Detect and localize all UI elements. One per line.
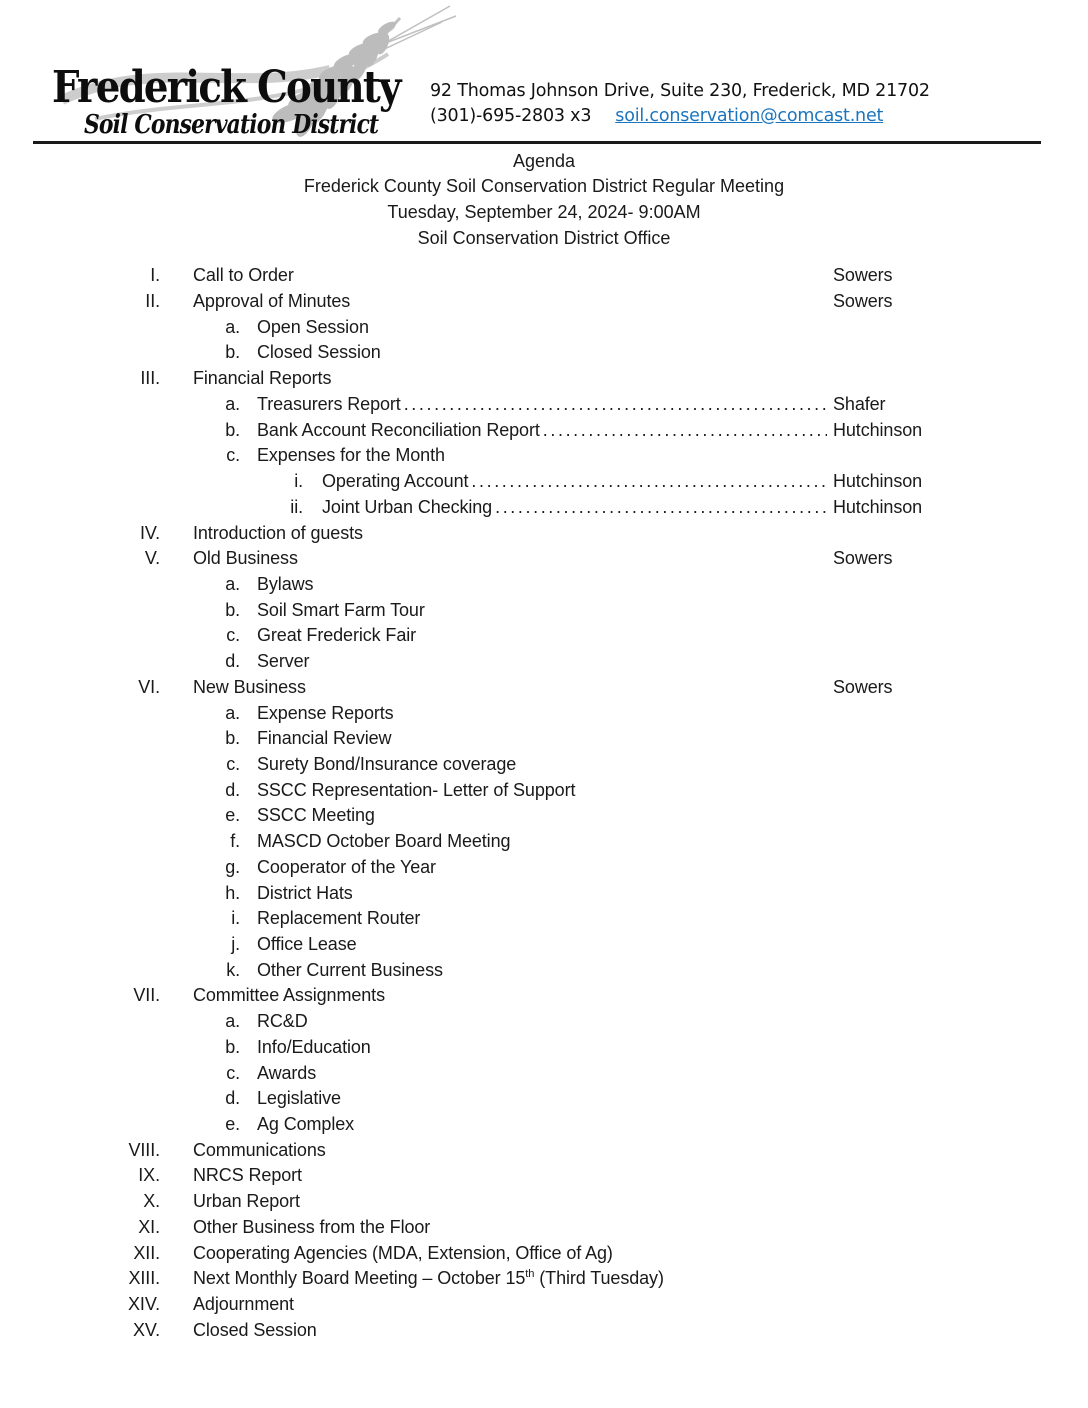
doc-title: Agenda [512, 150, 576, 171]
agenda-item-marker: j. [231, 934, 240, 954]
agenda-item-label: Introduction of guests [193, 522, 363, 543]
agenda-item [0, 983, 1041, 1009]
letterhead [0, 0, 1088, 141]
agenda-item-marker: IX. [138, 1165, 160, 1186]
agenda-item [0, 418, 1041, 444]
agenda-item-label: Expenses for the Month [257, 445, 445, 466]
agenda-item [0, 829, 1041, 855]
agenda-item-label: Cooperator of the Year [257, 856, 436, 877]
responsible-person: Shafer [833, 393, 886, 414]
agenda-item-marker: d. [225, 779, 240, 800]
agenda-item-marker: XII. [133, 1242, 160, 1263]
agenda-item-label: Cooperating Agencies (MDA, Extension, Office of Ag) [193, 1242, 613, 1263]
agenda-item-label: Treasurers Report [257, 393, 401, 414]
agenda-item-marker: XV. [132, 1319, 160, 1340]
agenda-item-label: RC&D [257, 1011, 308, 1032]
agenda-item-marker: c. [226, 445, 240, 466]
org-subtitle: Soil Conservation District [84, 110, 379, 140]
agenda-item-marker: b. [225, 599, 240, 620]
agenda-item-marker: c. [226, 625, 240, 646]
agenda-item [0, 855, 1041, 881]
agenda-item [0, 443, 1041, 469]
agenda-item [0, 495, 1041, 521]
agenda-item-label: Replacement Router [257, 908, 421, 929]
meeting-datetime: Tuesday, September 24, 2024- 9:00AM [387, 201, 701, 222]
agenda-item-label: Bank Account Reconciliation Report [257, 419, 540, 440]
agenda-item-marker: V. [144, 548, 160, 569]
meeting-name: Frederick County Soil Conservation District Regular Meeting [303, 176, 785, 197]
agenda-item-marker: a. [225, 316, 240, 337]
agenda-item-label: Server [257, 651, 310, 672]
agenda-item-label: SSCC Representation- Letter of Support [257, 779, 576, 800]
agenda-list [0, 263, 1088, 1343]
agenda-item-marker: c. [226, 753, 240, 774]
agenda-item-label: Operating Account [322, 471, 469, 492]
dot-leader [495, 495, 827, 521]
agenda-item-marker: IV. [139, 522, 160, 543]
agenda-item-marker: f. [230, 831, 240, 852]
responsible-person: Sowers [833, 291, 893, 312]
agenda-item [0, 906, 1041, 932]
agenda-item-marker: a. [225, 1011, 240, 1032]
agenda-item [0, 778, 1041, 804]
agenda-item-marker: a. [225, 393, 240, 414]
responsible-person: Sowers [833, 265, 893, 286]
agenda-item-marker: ii. [290, 496, 303, 517]
contact-phone: (301)-695-2803 x3 [430, 106, 592, 126]
agenda-item [0, 469, 1041, 495]
agenda-item-label: Great Frederick Fair [257, 625, 417, 646]
agenda-item-label: Open Session [257, 316, 369, 337]
agenda-item [0, 752, 1041, 778]
agenda-item-marker: b. [225, 1036, 240, 1057]
agenda-item-label: Closed Session [257, 342, 381, 363]
agenda-item-label: Closed Session [193, 1319, 317, 1340]
agenda-item-label: Communications [193, 1139, 326, 1160]
ordinal-suffix: th [525, 1268, 535, 1281]
agenda-item [0, 1035, 1041, 1061]
agenda-item [0, 1138, 1041, 1164]
agenda-item [0, 701, 1041, 727]
agenda-item [0, 1163, 1041, 1189]
agenda-item [0, 598, 1041, 624]
agenda-item-label: Other Current Business [257, 959, 443, 980]
agenda-item [0, 803, 1041, 829]
agenda-item-label: MASCD October Board Meeting [257, 831, 511, 852]
agenda-item-label: Adjournment [193, 1294, 294, 1315]
agenda-item [0, 572, 1041, 598]
org-name: Frederick County [52, 62, 400, 113]
agenda-item [0, 932, 1041, 958]
agenda-item-label: Financial Reports [193, 368, 332, 389]
agenda-item [0, 1086, 1041, 1112]
agenda-item [0, 1292, 1041, 1318]
agenda-item-label: Awards [257, 1062, 317, 1083]
agenda-item-label: Surety Bond/Insurance coverage [257, 753, 517, 774]
agenda-item-marker: VI. [138, 676, 160, 697]
agenda-item-label: Old Business [193, 548, 298, 569]
agenda-item-label: Info/Education [257, 1036, 371, 1057]
agenda-item-label: Office Lease [257, 934, 357, 954]
agenda-item [0, 1112, 1041, 1138]
agenda-item-label: Bylaws [257, 573, 314, 594]
agenda-item [0, 623, 1041, 649]
agenda-item-marker: I. [150, 265, 160, 286]
agenda-item-label: Soil Smart Farm Tour [257, 599, 425, 620]
agenda-item-marker: II. [145, 291, 160, 312]
responsible-person: Sowers [833, 676, 893, 697]
email-link[interactable]: soil.conservation@comcast.net [615, 106, 884, 126]
agenda-item [0, 315, 1041, 341]
title-block [0, 149, 1088, 252]
responsible-person: Sowers [833, 548, 893, 569]
agenda-item-marker: k. [226, 959, 240, 980]
agenda-item-label: Approval of Minutes [193, 291, 351, 312]
agenda-item [0, 392, 1041, 418]
agenda-item-marker: b. [225, 728, 240, 749]
agenda-item-marker: i. [231, 908, 240, 929]
agenda-item [0, 1241, 1041, 1267]
agenda-item [0, 1318, 1041, 1344]
agenda-item-label: Expense Reports [257, 702, 394, 723]
agenda-item [0, 521, 1041, 547]
responsible-person: Hutchinson [833, 496, 923, 517]
dot-leader [471, 469, 827, 495]
agenda-item-marker: III. [140, 368, 160, 389]
agenda-item-marker: c. [226, 1062, 240, 1083]
agenda-item-label: SSCC Meeting [257, 805, 375, 826]
agenda-item-label: Next Monthly Board Meeting – October 15th (Third Tuesday) [193, 1268, 664, 1289]
agenda-item-label: Other Business from the Floor [193, 1216, 431, 1237]
agenda-item-marker: X. [143, 1191, 160, 1212]
agenda-item-label: New Business [193, 676, 306, 697]
agenda-item [0, 1061, 1041, 1087]
agenda-item-label: Call to Order [193, 265, 294, 286]
agenda-item-marker: a. [225, 573, 240, 594]
agenda-item-marker: b. [225, 342, 240, 363]
agenda-item-marker: XI. [138, 1216, 160, 1237]
agenda-item-label: Joint Urban Checking [322, 496, 493, 517]
responsible-person: Hutchinson [833, 471, 923, 492]
agenda-item-marker: g. [225, 856, 240, 877]
agenda-item-marker: e. [225, 805, 240, 826]
agenda-item [0, 289, 1041, 315]
agenda-item [0, 546, 1041, 572]
agenda-item [0, 1266, 1041, 1292]
agenda-item-label: Committee Assignments [193, 985, 385, 1006]
meeting-location: Soil Conservation District Office [417, 227, 671, 248]
agenda-item [0, 649, 1041, 675]
dot-leader [404, 392, 827, 418]
agenda-item [0, 366, 1041, 392]
dot-leader [543, 418, 827, 444]
agenda-item-marker: d. [225, 651, 240, 672]
contact-block [430, 79, 930, 129]
agenda-item-label: Urban Report [193, 1191, 300, 1212]
agenda-item-label: Ag Complex [257, 1114, 355, 1135]
agenda-item [0, 263, 1041, 289]
agenda-item-marker: i. [294, 471, 303, 492]
agenda-item-marker: h. [225, 882, 240, 903]
agenda-item-label: District Hats [257, 882, 353, 903]
agenda-item-label: NRCS Report [193, 1165, 302, 1186]
agenda-item-marker: XIV. [128, 1294, 160, 1315]
agenda-item [0, 340, 1041, 366]
agenda-item [0, 1215, 1041, 1241]
agenda-item-marker: d. [225, 1088, 240, 1109]
agenda-item-label: Legislative [257, 1088, 341, 1109]
agenda-item-marker: VII. [133, 985, 160, 1006]
agenda-item [0, 1189, 1041, 1215]
contact-address: 92 Thomas Johnson Drive, Suite 230, Frederick, MD 21702 [430, 81, 930, 101]
agenda-item-marker: XIII. [128, 1268, 160, 1289]
agenda-item [0, 1009, 1041, 1035]
agenda-item [0, 726, 1041, 752]
agenda-item [0, 675, 1041, 701]
agenda-item-marker: e. [225, 1114, 240, 1135]
agenda-item-marker: a. [225, 702, 240, 723]
responsible-person: Hutchinson [833, 419, 923, 440]
agenda-item-label: Financial Review [257, 728, 392, 749]
agenda-item [0, 881, 1041, 907]
agenda-item-marker: b. [225, 419, 240, 440]
agenda-item [0, 958, 1041, 984]
agenda-item-marker: VIII. [128, 1139, 160, 1160]
